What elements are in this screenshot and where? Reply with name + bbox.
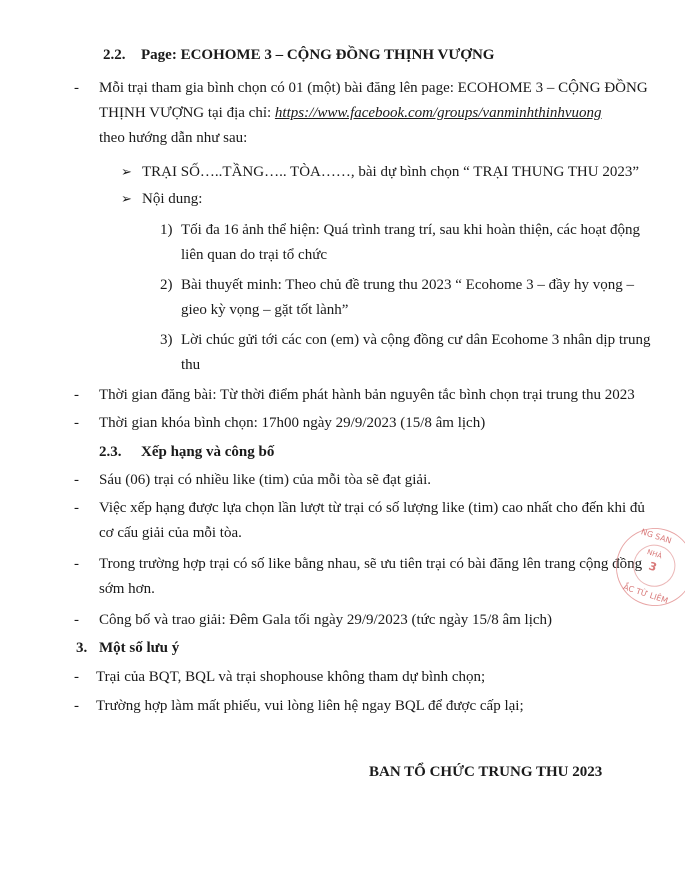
s23-item4: Công bố và trao giải: Đêm Gala tối ngày 29/9/2023 (tức ngày 15/8 âm lịch) bbox=[99, 612, 553, 628]
dash-marker: - bbox=[74, 556, 79, 572]
s22-item1-line2 bbox=[99, 104, 602, 122]
s22-item1-line3: theo hướng dẫn như sau: bbox=[99, 130, 248, 146]
section-3-number: 3. bbox=[76, 640, 88, 656]
facebook-group-link[interactable]: https://www.facebook.com/groups/vanminhthinhvuong bbox=[274, 105, 602, 121]
sub3-line2: thu bbox=[181, 357, 201, 373]
s22-item1-line1: Mỗi trại tham gia bình chọn có 01 (một) bài đăng lên page: ECOHOME 3 – CỘNG ĐỒNG bbox=[99, 80, 648, 96]
section-2-2-title: Page: ECOHOME 3 – CỘNG ĐỒNG THỊNH VƯỢNG bbox=[141, 47, 495, 63]
s3-item1: Trại của BQT, BQL và trại shophouse không tham dự bình chọn; bbox=[96, 669, 486, 685]
dash-marker: - bbox=[74, 472, 79, 488]
section-2-2-number: 2.2. bbox=[103, 47, 126, 63]
sub3-number: 3) bbox=[160, 332, 173, 348]
sub1-line1: Tối đa 16 ảnh thể hiện: Quá trình trang trí, sau khi hoàn thiện, các hoạt động bbox=[181, 222, 641, 238]
arrow-bullet-icon: ➢ bbox=[121, 191, 132, 206]
section-2-3-title: Xếp hạng và công bố bbox=[141, 444, 275, 460]
dash-marker: - bbox=[74, 387, 79, 403]
s22-item3: Thời gian khóa bình chọn: 17h00 ngày 29/9/2023 (15/8 âm lịch) bbox=[99, 415, 486, 431]
sub1-line2: liên quan do trại tổ chức bbox=[181, 247, 328, 263]
section-3-title: Một số lưu ý bbox=[99, 640, 180, 656]
red-seal-stamp bbox=[606, 518, 685, 616]
section-2-3-number: 2.3. bbox=[99, 444, 122, 460]
s23-item1: Sáu (06) trại có nhiều like (tim) của mỗi tòa sẽ đạt giải. bbox=[99, 472, 431, 488]
stamp-bottom-text: ẮC TỪ LIÊM bbox=[621, 582, 670, 606]
s22-item1-line2-prefix: THỊNH VƯỢNG tại địa chỉ: bbox=[99, 105, 275, 121]
dash-marker: - bbox=[74, 612, 79, 628]
sub1-number: 1) bbox=[160, 222, 173, 238]
stamp-top-text: NG SAN bbox=[639, 527, 673, 546]
s23-item3-line2: sớm hơn. bbox=[99, 581, 155, 597]
sub2-number: 2) bbox=[160, 277, 173, 293]
arrow-bullet-icon: ➢ bbox=[121, 164, 132, 179]
s23-item3-line1: Trong trường hợp trại có số like bằng nhau, sẽ ưu tiên trại có bài đăng lên trang cộng đồng bbox=[99, 556, 643, 572]
s22-item2: Thời gian đăng bài: Từ thời điểm phát hành bản nguyên tắc bình chọn trại trung thu 2023 bbox=[99, 387, 635, 403]
s23-item2-line2: cơ cấu giải của mỗi tòa. bbox=[99, 525, 242, 541]
s23-item2-line1: Việc xếp hạng được lựa chọn lần lượt từ trại có số lượng like (tim) cao nhất cho đến khi đủ bbox=[99, 500, 645, 516]
sub2-line2: gieo kỳ vọng – gặt tốt lành” bbox=[181, 302, 349, 318]
dash-marker: - bbox=[74, 500, 79, 516]
sub2-line1: Bài thuyết minh: Theo chủ đề trung thu 2023 “ Ecohome 3 – đầy hy vọng – bbox=[181, 277, 634, 293]
stamp-mid-text: NHÀ bbox=[646, 548, 664, 561]
s3-item2: Trường hợp làm mất phiếu, vui lòng liên hệ ngay BQL để được cấp lại; bbox=[96, 698, 524, 714]
sub3-line1: Lời chúc gửi tới các con (em) và cộng đồng cư dân Ecohome 3 nhân dịp trung bbox=[181, 332, 651, 348]
s22-bullet2: Nội dung: bbox=[142, 191, 203, 207]
dash-marker: - bbox=[74, 669, 79, 685]
s22-bullet1: TRẠI SỐ…..TẦNG….. TÒA……, bài dự bình chọn “ TRẠI THUNG THU 2023” bbox=[142, 164, 639, 180]
dash-marker: - bbox=[74, 80, 79, 96]
dash-marker: - bbox=[74, 415, 79, 431]
stamp-number: 3 bbox=[647, 559, 659, 575]
organizer-signature: BAN TỔ CHỨC TRUNG THU 2023 bbox=[369, 764, 603, 780]
dash-marker: - bbox=[74, 698, 79, 714]
